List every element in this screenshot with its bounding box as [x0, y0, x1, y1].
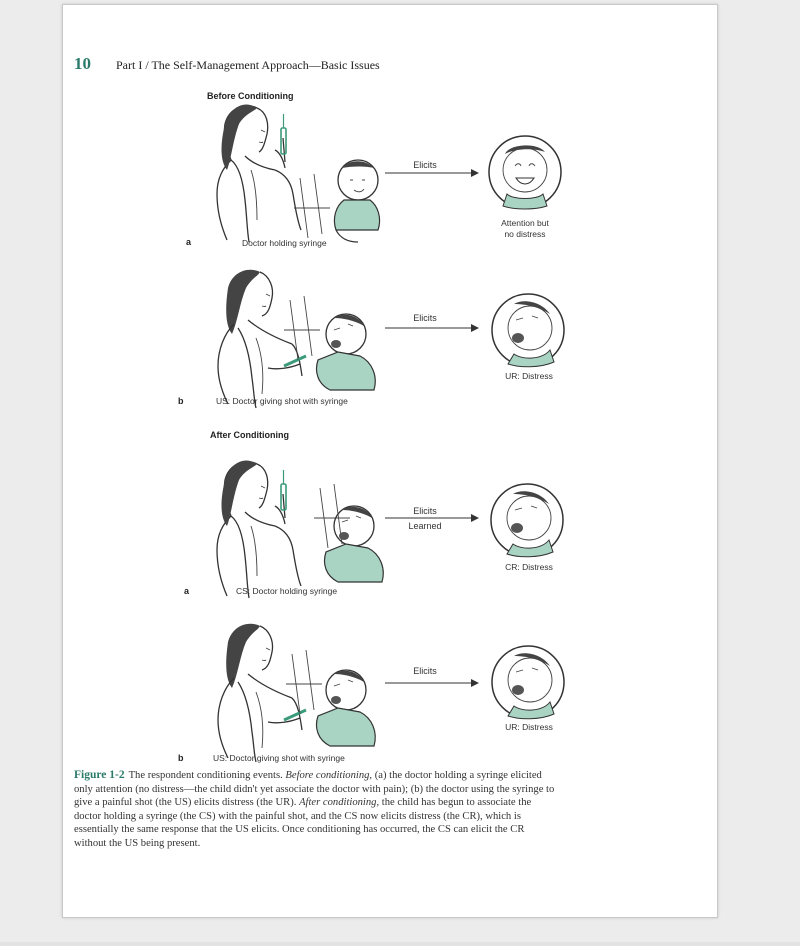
panel-4-caption: US: Doctor giving shot with syringe — [213, 753, 345, 763]
panel-2-illustration — [218, 270, 564, 408]
panel-4-outcome: UR: Distress — [505, 722, 553, 732]
caption-italic-before: Before conditioning, — [285, 770, 373, 781]
panel-1-illustration — [217, 105, 561, 242]
panel-4-letter: b — [178, 753, 184, 763]
panel-1-arrow-label: Elicits — [413, 160, 437, 170]
section-after-conditioning: After Conditioning — [210, 430, 289, 440]
running-head: Part I / The Self-Management Approach—Basic Issues — [116, 58, 380, 72]
panel-1-caption: Doctor holding syringe — [242, 238, 327, 248]
panel-2-letter: b — [178, 396, 184, 406]
panel-3-outcome: CR: Distress — [505, 562, 553, 572]
panel-2-caption: US: Doctor giving shot with syringe — [216, 396, 348, 406]
panel-4-arrow-label: Elicits — [413, 666, 437, 676]
panel-3-arrow-label: Elicits — [413, 506, 437, 516]
panel-4-illustration — [218, 624, 564, 762]
panel-3-caption: CS: Doctor holding syringe — [236, 586, 338, 596]
panel-3-letter: a — [184, 586, 190, 596]
panel-2-outcome: UR: Distress — [505, 371, 553, 381]
page-number: 10 — [74, 54, 91, 73]
panel-3-face — [491, 484, 563, 557]
caption-text-2: (a) the doctor holding a syringe elicited only attention (no distress—the child didn't yet associate the doctor with pain); (b) the doctor using the syringe to give a painful shot (the US) elicits distress (the UR). — [74, 770, 555, 809]
caption-text-3: the child has begun to associate the doctor holding a syringe (the CS) with the painful shot, and the CS now elicits distress (the CR), which is essentially the same response that the US elicits. Once conditioning has occurred, the CS can elicit the CR without the US being present. — [74, 797, 532, 849]
panel-1-outcome: Attention but no distress — [501, 218, 549, 239]
panel-3-illustration — [217, 461, 563, 598]
panel-1-letter: a — [186, 237, 192, 247]
figure-number: Figure 1-2 — [74, 769, 125, 781]
caption-text-1: The respondent conditioning events. — [128, 770, 286, 781]
panel-4-face — [492, 646, 564, 719]
panel-2-face — [492, 294, 564, 367]
section-before-conditioning: Before Conditioning — [207, 91, 294, 101]
figure-caption — [74, 769, 556, 851]
caption-italic-after: After conditioning, — [299, 797, 380, 809]
panel-3-arrow-label-learned: Learned — [408, 521, 442, 531]
panel-1-face — [489, 136, 561, 209]
panel-2-arrow-label: Elicits — [413, 313, 437, 323]
